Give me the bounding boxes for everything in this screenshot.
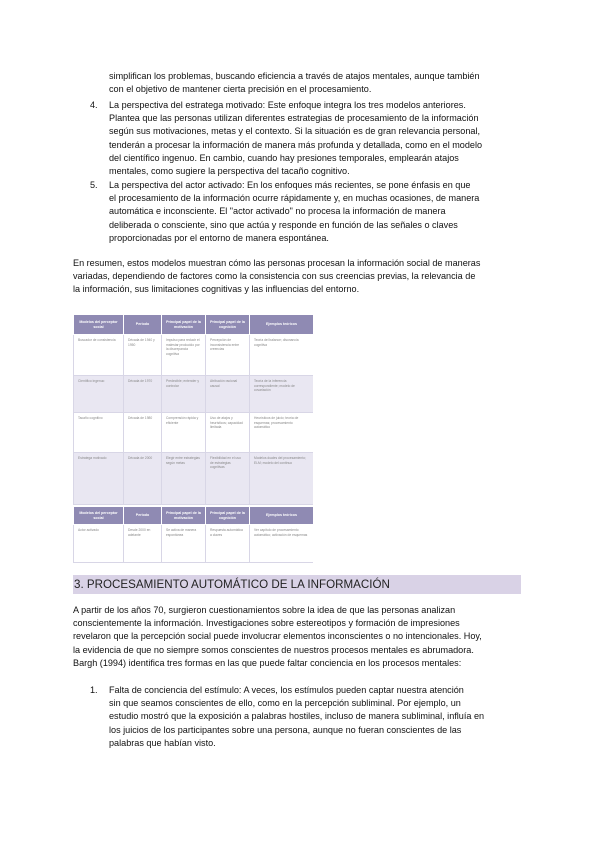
table-cell: Ver capítulo de procesamiento automático; activación de esquemas: [250, 525, 314, 563]
table-row: [74, 376, 314, 413]
text-line: proporcionadas por el entorno de manera espontánea.: [109, 232, 329, 243]
list-item-actor-activado: [90, 179, 529, 245]
table-header-row: [74, 507, 314, 525]
table-header-cell: Periodo: [124, 507, 162, 525]
text-line: simplifican los problemas, buscando eficiencia a través de atajos mentales, aunque también: [109, 71, 480, 81]
table-header-cell: Modelos del perceptor social: [74, 315, 124, 335]
table-cell: Respuesta automática a claves: [206, 525, 250, 563]
text-line: con el objetivo de mantener cierta precisión en el procesamiento.: [109, 84, 372, 95]
text-line: mentales, como sugiere la perspectiva del tacaño cognitivo.: [109, 166, 350, 177]
text-line: La perspectiva del actor activado: En los enfoques más recientes, se pone énfasis en que: [109, 180, 471, 190]
section-heading: 3. PROCESAMIENTO AUTOMÁTICO DE LA INFORMACIÓN: [73, 575, 521, 594]
summary-paragraph: [73, 257, 533, 297]
table-row: [74, 453, 314, 505]
text-line: sin que seamos conscientes de ello, como en la percepción subliminal. Por ejemplo, un: [109, 698, 461, 709]
text-line: A partir de los años 70, surgieron cuestionamientos sobre la idea de que las personas analizan: [73, 605, 456, 615]
table-cell: Modelos duales del procesamiento; ELM; modelo del continuo: [250, 453, 314, 505]
table-cell: Predecible; entender y controlar: [162, 376, 206, 413]
list-item-falta-conciencia: [90, 684, 529, 750]
table-header-cell: Periodo: [124, 315, 162, 335]
text-line: tenderán a procesar la información de manera más profunda y detallada, como en el modelo: [109, 139, 483, 150]
table-cell: Impulso para reducir el malestar producido por la discrepancia cognitiva: [162, 335, 206, 376]
list-number: 1.: [90, 685, 98, 695]
table-header-cell: Modelos del perceptor social: [74, 507, 124, 525]
table-row: [74, 413, 314, 453]
table-cell: Década de 1970: [124, 376, 162, 413]
table-cell: Heurísticos de juicio; teoría de esquemas; procesamiento automático: [250, 413, 314, 453]
table-cell: Teoría de la inferencia correspondiente; modelo de covariación: [250, 376, 314, 413]
text-line: los juicios de los participantes sobre una persona, aunque no fueran conscientes de las: [109, 724, 462, 735]
table-header-cell: Ejemplos teóricos: [250, 315, 314, 335]
list-item-continuation: [109, 70, 529, 96]
table-row: [74, 525, 314, 563]
models-table: [73, 314, 313, 505]
table-header-cell: Principal papel de la motivación: [162, 315, 206, 335]
text-line: según sus motivaciones, metas y el contexto. Si la situación es de gran relevancia personal,: [109, 126, 481, 137]
table-cell: Estratega motivado: [74, 453, 124, 505]
table-header-cell: Principal papel de la motivación: [162, 507, 206, 525]
table-header-cell: Principal papel de la cognición: [206, 507, 250, 525]
table-cell: Elegir entre estrategias según metas: [162, 453, 206, 505]
table-cell: Década de 1980: [124, 413, 162, 453]
table-cell: Uso de atajos y heurísticos; capacidad limitada: [206, 413, 250, 453]
table-cell: Actor activado: [74, 525, 124, 563]
text-line: variadas, dependiendo de factores como la consistencia con sus creencias previas, la relevancia de: [73, 271, 476, 282]
text-line: revelaron que la percepción social puede involucrar elementos inconscientes o no intencionales. Hoy,: [73, 631, 482, 642]
text-line: automática e inconsciente. El "actor activado" no procesa la información de manera: [109, 206, 446, 217]
models-table-continued: [73, 506, 313, 563]
table-cell: Década de 2000: [124, 453, 162, 505]
models-table-image: [73, 310, 313, 567]
table-cell: Científico ingenuo: [74, 376, 124, 413]
table-header-cell: Ejemplos teóricos: [250, 507, 314, 525]
text-line: Falta de conciencia del estímulo: A veces, los estímulos pueden captar nuestra atención: [109, 685, 464, 695]
table-cell: Tacaño cognitivo: [74, 413, 124, 453]
text-line: la evidencia de que no siempre somos conscientes de nuestros procesos mentales es abrumadora.: [73, 644, 474, 655]
text-line: la información, sus limitaciones cognitivas y las influencias del entorno.: [73, 284, 360, 295]
table-row: [74, 335, 314, 376]
text-line: palabras que habían visto.: [109, 737, 216, 748]
list-item-estratega-motivado: [90, 99, 529, 178]
text-line: La perspectiva del estratega motivado: Este enfoque integra los tres modelos anteriores.: [109, 100, 466, 110]
table-cell: Comprensión rápida y eficiente: [162, 413, 206, 453]
table-cell: Desde 2000 en adelante: [124, 525, 162, 563]
table-cell: Percepción de inconsistencia entre creencias: [206, 335, 250, 376]
intro-paragraph: [73, 604, 533, 670]
text-line: Bargh (1994) identifica tres formas en las que puede faltar conciencia en los procesos mentales:: [73, 657, 462, 668]
text-line: del científico ingenuo. En cambio, cuando hay presiones temporales, emplearán atajos: [109, 152, 459, 163]
list-number: 4.: [90, 100, 98, 110]
text-line: En resumen, estos modelos muestran cómo las personas procesan la información social de maneras: [73, 258, 481, 268]
table-cell: Teoría del balance; disonancia cognitiva: [250, 335, 314, 376]
list-number: 5.: [90, 180, 98, 190]
table-header-cell: Principal papel de la cognición: [206, 315, 250, 335]
text-line: conscientemente la información. Investigaciones sobre estereotipos y formación de impresiones: [73, 618, 460, 629]
table-cell: Atribución racional causal: [206, 376, 250, 413]
table-cell: Década de 1940 y 1950: [124, 335, 162, 376]
table-cell: Se activa de manera espontánea: [162, 525, 206, 563]
text-line: estudio mostró que la exposición a palabras hostiles, incluso de manera subliminal, influía en: [109, 711, 485, 722]
text-line: Plantea que las personas utilizan diferentes estrategias de procesamiento de la información: [109, 113, 479, 124]
table-header-row: [74, 315, 314, 335]
table-cell: Flexibilidad en el uso de estrategias cognitivas: [206, 453, 250, 505]
table-cell: Buscador de consistencia: [74, 335, 124, 376]
text-line: deliberada o consciente, sino que actúa y responde en función de las señales o claves: [109, 219, 458, 230]
text-line: el procesamiento de la información ocurre rápidamente y, en muchas ocasiones, de manera: [109, 193, 480, 204]
